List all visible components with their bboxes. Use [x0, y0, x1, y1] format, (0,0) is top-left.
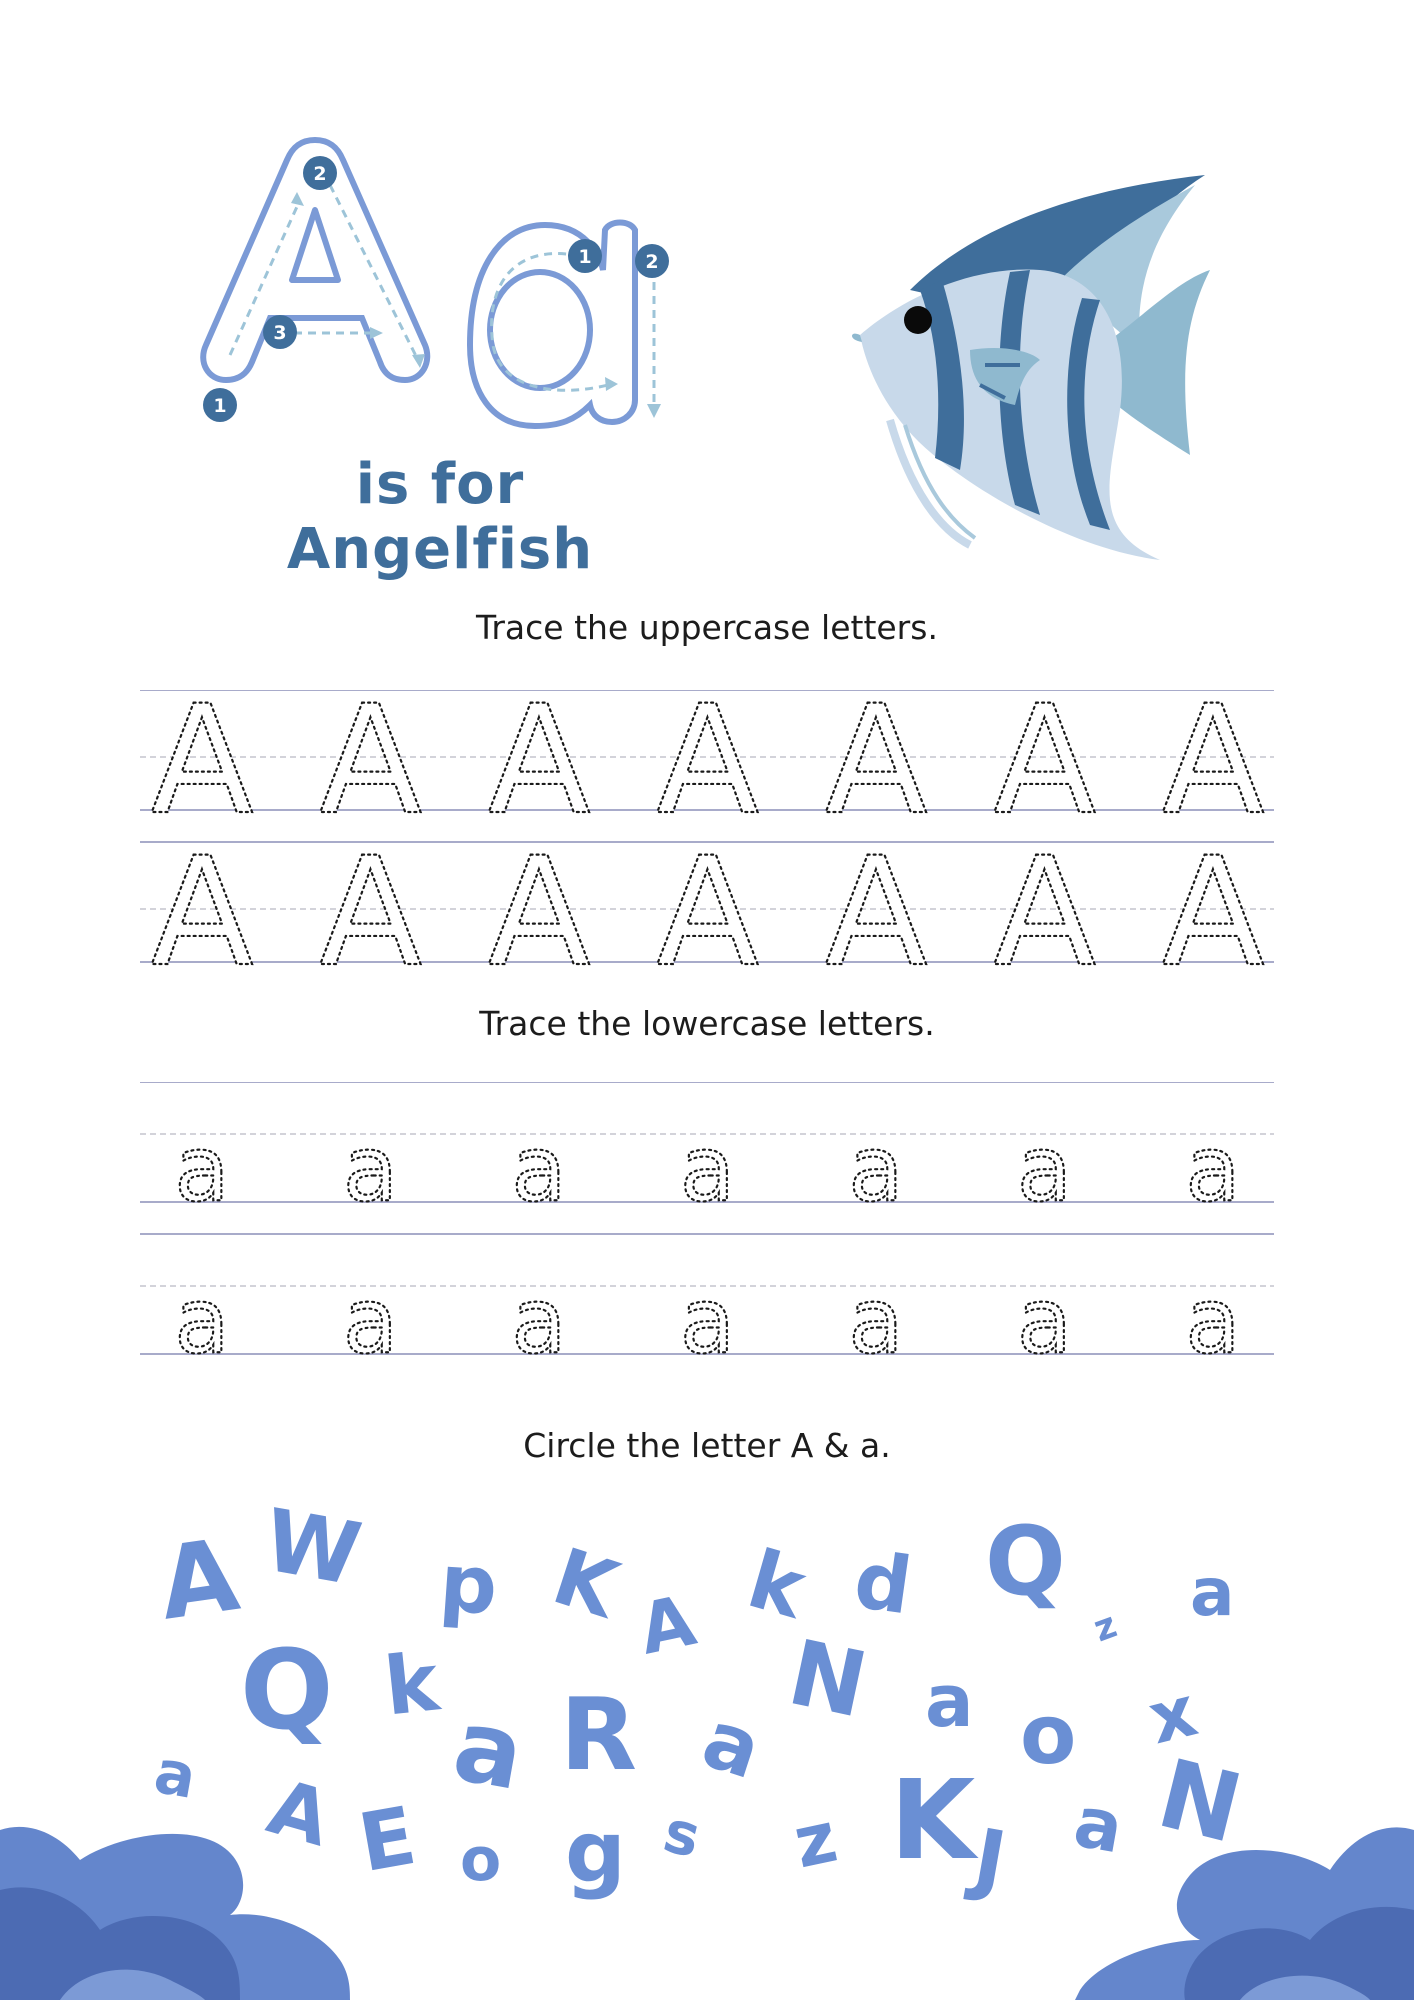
scatter-letter[interactable]: o — [1020, 1688, 1077, 1783]
scatter-letter[interactable]: x — [1140, 1669, 1205, 1761]
trace-letter-uppercase: A — [993, 826, 1096, 970]
scatter-letter[interactable]: o — [460, 1825, 502, 1895]
trace-letter-uppercase: A — [319, 690, 422, 848]
scatter-letter[interactable]: a — [1068, 1780, 1130, 1870]
scatter-letter[interactable]: a — [1190, 1554, 1235, 1631]
scatter-letter[interactable]: A — [632, 1579, 703, 1671]
scatter-letter[interactable]: d — [849, 1535, 917, 1633]
trace-letter-uppercase: A — [487, 690, 591, 848]
trace-letter-lowercase: a — [1185, 1269, 1241, 1362]
scatter-letter[interactable]: E — [352, 1788, 423, 1891]
trace-letter-lowercase: a — [1016, 1117, 1073, 1222]
trace-letter-lowercase: a — [511, 1269, 567, 1362]
scatter-letter[interactable]: N — [1147, 1739, 1252, 1865]
trace-letter-lowercase: a — [679, 1117, 736, 1222]
trace-letter-lowercase: a — [174, 1117, 230, 1222]
badge-2: 2 — [313, 163, 327, 185]
trace-letter-lowercase: a — [342, 1117, 399, 1222]
wave-decoration — [0, 1811, 1414, 2000]
trace-letter-lowercase: a — [511, 1117, 567, 1222]
scatter-letter[interactable]: R — [560, 1676, 638, 1793]
scatter-letter[interactable]: s — [657, 1796, 708, 1872]
scatter-letter[interactable]: K — [542, 1531, 628, 1637]
scatter-letter[interactable]: z — [786, 1795, 844, 1885]
trace-letter-uppercase: A — [319, 826, 422, 970]
scatter-letter[interactable]: K — [890, 1756, 976, 1884]
trace-letter-uppercase: A — [1161, 826, 1265, 970]
trace-letter-uppercase: A — [150, 826, 254, 970]
trace-letter-lowercase: a — [679, 1269, 736, 1362]
trace-letter-uppercase: A — [150, 690, 254, 848]
scatter-letter[interactable]: Q — [985, 1507, 1066, 1617]
scatter-letter[interactable]: p — [436, 1536, 501, 1633]
lowercase-instruction: Trace the lowercase letters. — [479, 1004, 935, 1043]
scatter-letter[interactable]: a — [692, 1691, 773, 1798]
scatter-letter[interactable]: k — [738, 1532, 816, 1637]
trace-letter-lowercase: a — [1016, 1269, 1073, 1362]
scatter-letter[interactable]: J — [967, 1811, 1013, 1908]
trace-letter-uppercase: A — [487, 826, 591, 970]
scatter-letter[interactable]: z — [1088, 1604, 1123, 1651]
scatter-letter[interactable]: g — [565, 1803, 626, 1902]
scatter-letter[interactable]: A — [152, 1516, 246, 1643]
trace-letter-lowercase: a — [1185, 1117, 1241, 1222]
trace-letter-lowercase: a — [342, 1269, 399, 1362]
trace-letter-uppercase: A — [656, 690, 759, 848]
trace-letter-lowercase: a — [848, 1117, 904, 1222]
subtitle: is for Angelfish — [286, 452, 594, 582]
scatter-letter[interactable]: k — [380, 1635, 443, 1734]
scatter-letter[interactable]: a — [925, 1659, 974, 1743]
scatter-letter[interactable]: N — [780, 1620, 876, 1739]
uppercase-instruction: Trace the uppercase letters. — [476, 608, 938, 647]
scatter-letter[interactable]: W — [257, 1490, 368, 1606]
trace-letter-uppercase: A — [656, 826, 759, 970]
trace-letter-uppercase: A — [824, 826, 928, 970]
trace-letter-uppercase: A — [824, 690, 928, 848]
scatter-letter[interactable]: a — [445, 1686, 533, 1813]
badge-2b: 2 — [645, 251, 659, 273]
badge-1b: 1 — [578, 246, 592, 268]
trace-letter-lowercase: a — [174, 1269, 230, 1362]
trace-letter-uppercase: A — [1161, 690, 1265, 848]
badge-3: 3 — [273, 322, 287, 344]
trace-letter-lowercase: a — [848, 1269, 904, 1362]
circle-instruction: Circle the letter A & a. — [523, 1426, 891, 1465]
scatter-letter[interactable]: a — [149, 1737, 202, 1813]
scatter-letter[interactable]: A — [259, 1761, 341, 1864]
trace-letter-uppercase: A — [993, 690, 1096, 848]
badge-1: 1 — [213, 395, 227, 417]
scatter-letter[interactable]: Q — [240, 1626, 334, 1754]
